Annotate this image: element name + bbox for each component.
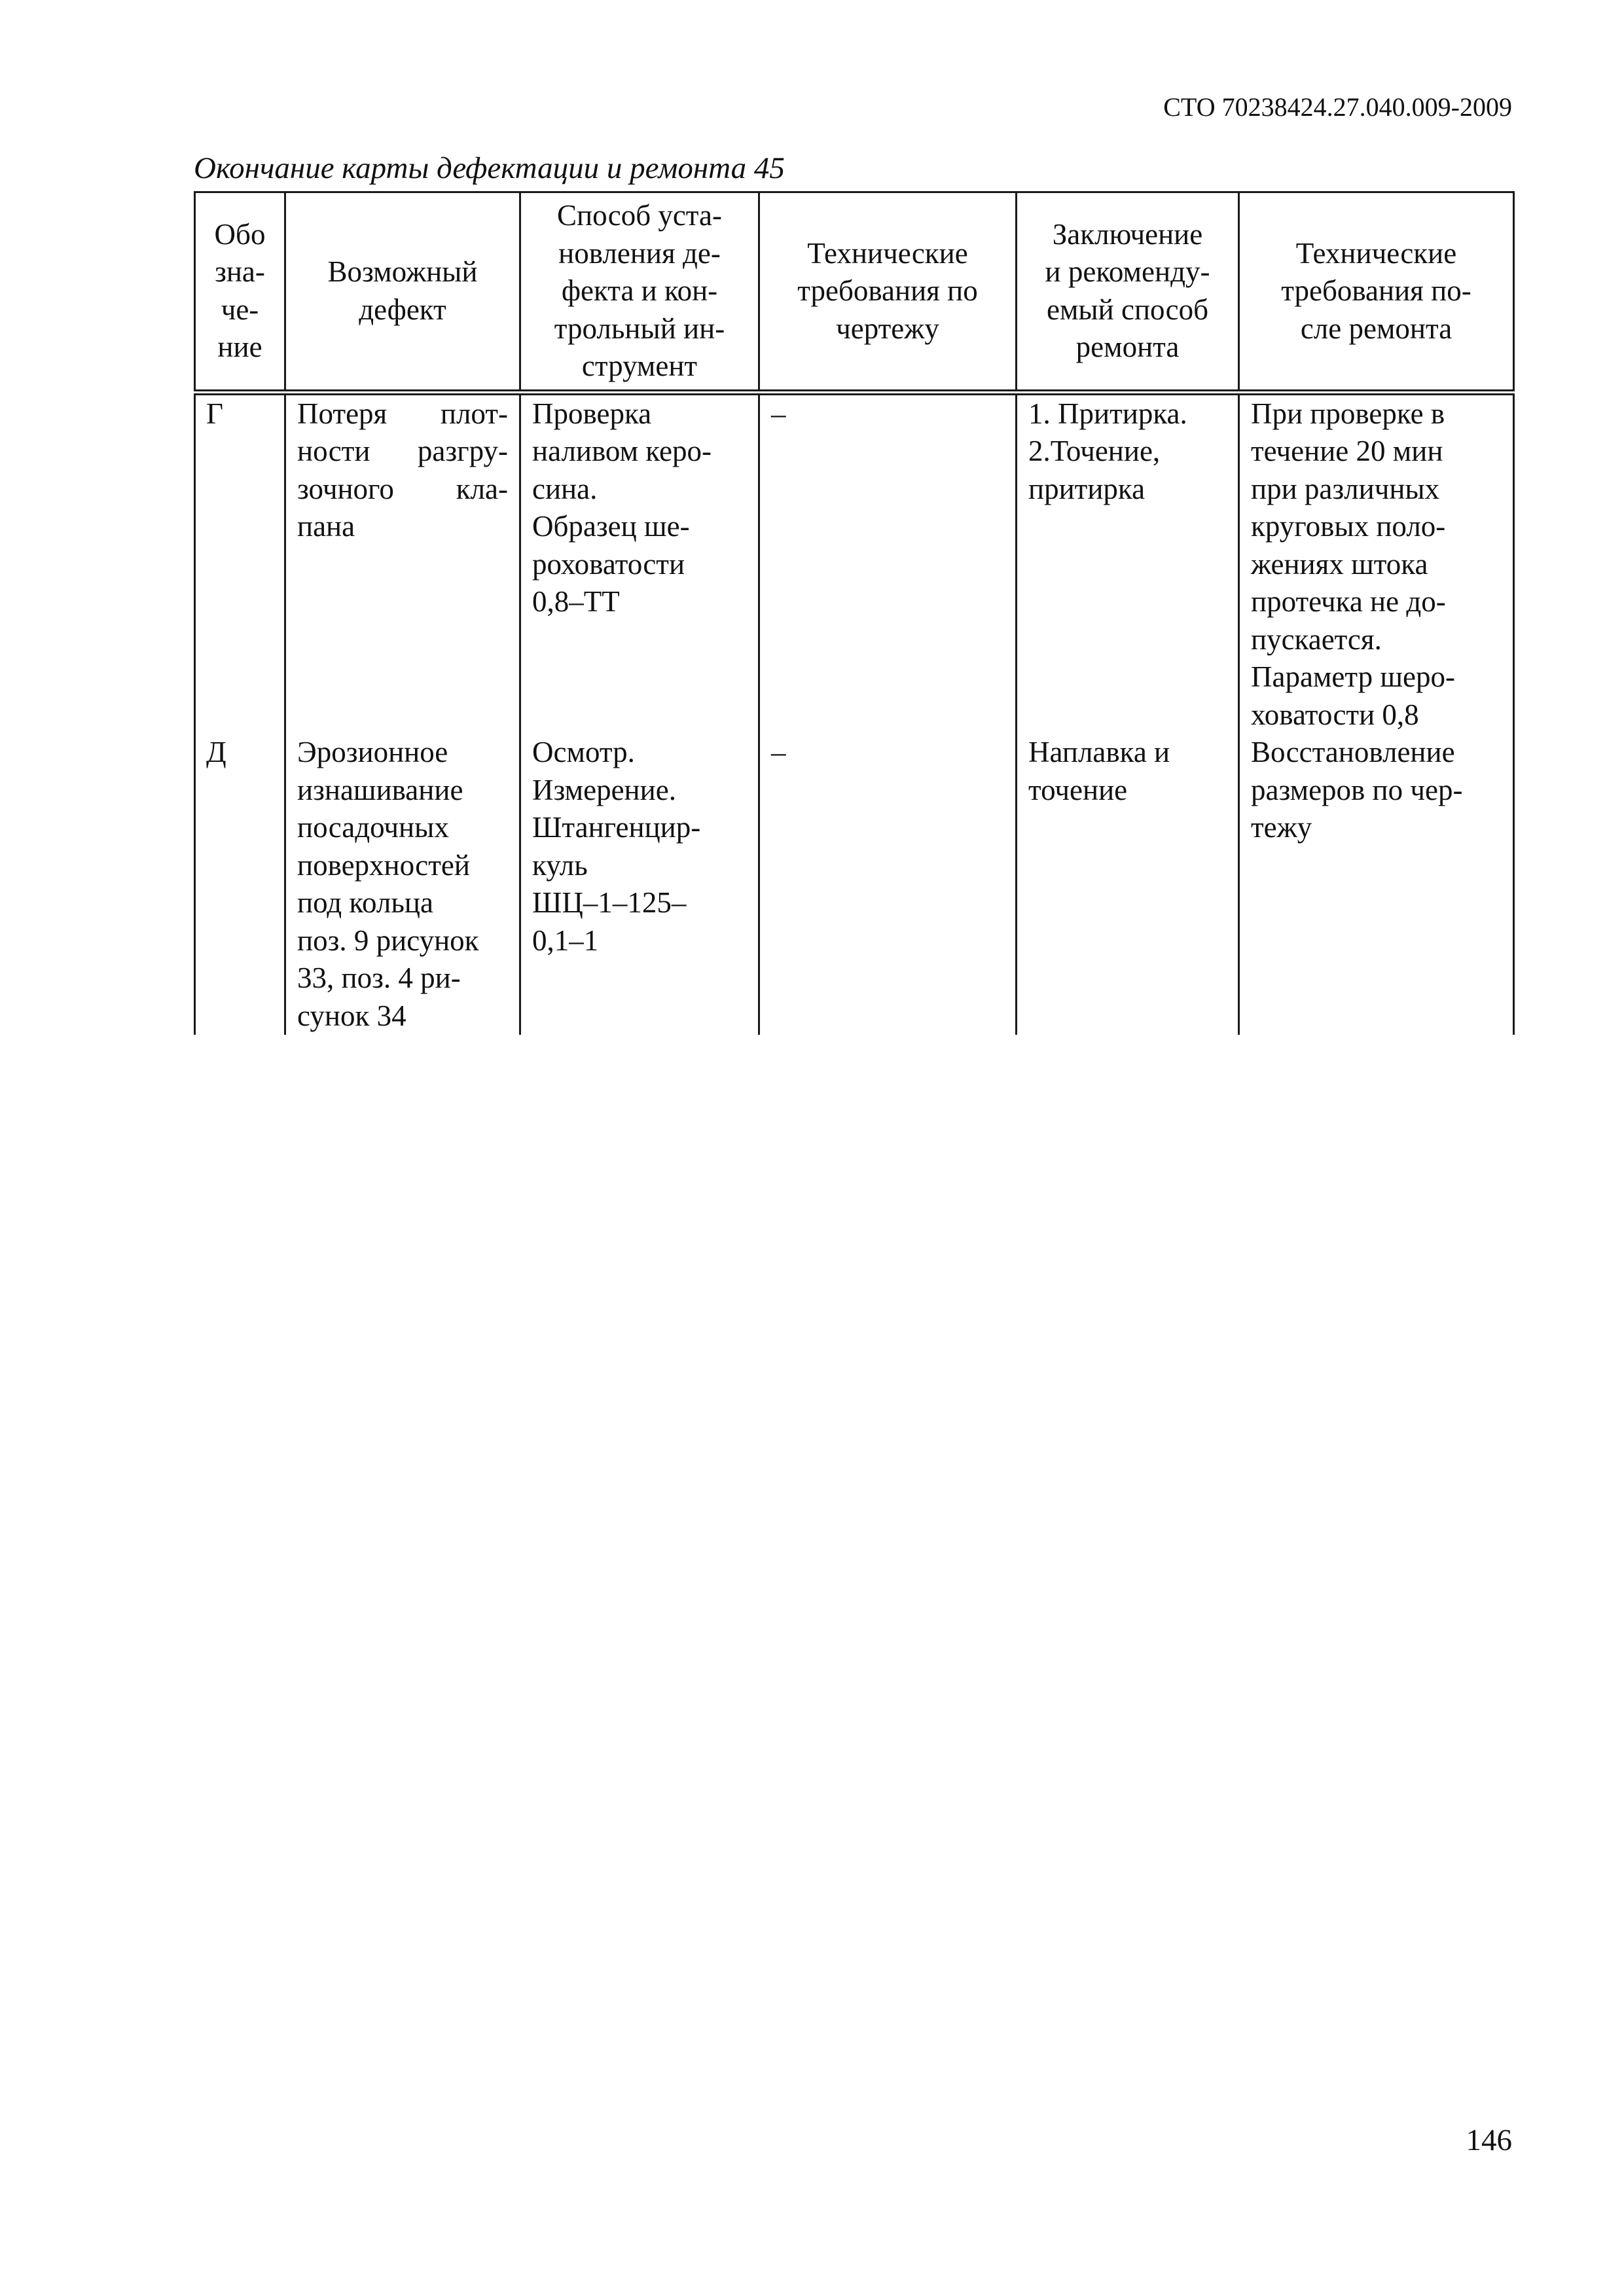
header-line: ремонта — [1075, 331, 1180, 364]
cell-line: ховатости 0,8 — [1251, 698, 1419, 731]
cell-line: Д — [206, 736, 226, 768]
header-line: Заключение — [1052, 217, 1203, 251]
cell-drawing-requirements — [759, 734, 1017, 1035]
cell-line: куль — [532, 848, 588, 882]
cell-line: жениях штока — [1251, 547, 1428, 581]
header-line: и рекоменду- — [1045, 255, 1210, 289]
cell-line: Измерение. — [532, 773, 676, 806]
header-line: струмент — [581, 350, 698, 382]
cell-word: плот- — [440, 397, 508, 430]
header-line: чертежу — [836, 312, 939, 345]
cell-line: При проверке в — [1251, 397, 1445, 430]
cell-method — [520, 392, 759, 734]
cell-line: протечка не до- — [1251, 585, 1446, 618]
document-code: СТО 70238424.27.040.009-2009 — [1163, 92, 1512, 122]
cell-line: посадочных — [297, 811, 449, 844]
header-line: трольный ин- — [554, 312, 725, 345]
cell-line: ШЦ–1–125– — [532, 886, 687, 919]
cell-word: кла- — [456, 472, 508, 505]
cell-line: – — [771, 397, 786, 430]
header-line: Способ уста- — [557, 199, 722, 232]
cell-line: Параметр шеро- — [1251, 660, 1455, 693]
cell-line: притирка — [1028, 472, 1146, 505]
cell-line: сунок 34 — [297, 999, 406, 1032]
cell-conclusion — [1017, 392, 1239, 734]
page-number: 146 — [1466, 2123, 1512, 2157]
cell-designation — [195, 734, 285, 1035]
header-line: зна- — [215, 255, 265, 289]
cell-drawing-requirements — [759, 392, 1017, 734]
cell-line: при различных — [1251, 472, 1440, 505]
header-after-repair-requirements — [1239, 192, 1514, 393]
cell-line: Эрозионное — [297, 736, 448, 768]
cell-line: 2.Точение, — [1028, 435, 1161, 467]
cell-line: течение 20 мин — [1251, 435, 1443, 467]
header-line: требования по- — [1281, 274, 1471, 307]
cell-line: Проверка — [532, 397, 652, 430]
cell-word: Потеря — [297, 397, 388, 430]
cell-after-repair — [1239, 734, 1514, 1035]
cell-line: сина. — [532, 472, 598, 505]
cell-line: – — [771, 736, 786, 768]
cell-method — [520, 734, 759, 1035]
cell-line: наливом керо- — [532, 435, 712, 467]
header-possible-defect — [285, 192, 520, 393]
header-line: Технические — [1295, 236, 1457, 270]
header-line: Технические — [807, 236, 968, 270]
cell-line: Образец ше- — [532, 510, 690, 543]
header-line: Возможный — [327, 255, 478, 289]
cell-designation — [195, 392, 285, 734]
cell-after-repair — [1239, 392, 1514, 734]
table-row — [195, 392, 1514, 734]
header-line: емый способ — [1046, 293, 1209, 326]
cell-line: Восстановление — [1251, 736, 1455, 768]
header-line: новления де- — [558, 236, 721, 270]
cell-line: точение — [1028, 773, 1128, 806]
header-drawing-requirements — [759, 192, 1017, 393]
table-header-row — [195, 192, 1514, 393]
header-line: ние — [217, 331, 262, 364]
header-line: фекта и кон- — [561, 274, 718, 307]
table-caption: Окончание карты дефектации и ремонта 45 — [194, 151, 785, 185]
cell-line: пускается. — [1251, 622, 1382, 656]
cell-word: разгру- — [417, 435, 508, 467]
cell-line — [297, 395, 508, 433]
cell-line: Осмотр. — [532, 736, 635, 768]
cell-line: поз. 9 рисунок — [297, 924, 479, 957]
cell-line: 33, поз. 4 ри- — [297, 961, 461, 994]
header-line: Обо — [214, 217, 266, 251]
header-line: требования по — [797, 274, 978, 307]
cell-line: размеров по чер- — [1251, 773, 1463, 806]
cell-line: пана — [297, 510, 355, 543]
cell-line: 0,8–ТТ — [532, 585, 620, 618]
cell-conclusion — [1017, 734, 1239, 1035]
cell-line — [297, 433, 508, 471]
cell-line: Г — [206, 397, 224, 430]
cell-line: круговых поло- — [1251, 510, 1446, 543]
header-conclusion — [1017, 192, 1239, 393]
header-line: сле ремонта — [1300, 312, 1453, 345]
cell-line: тежу — [1251, 811, 1312, 844]
cell-defect — [285, 734, 520, 1035]
cell-line: изнашивание — [297, 773, 463, 806]
cell-line: под кольца — [297, 886, 433, 919]
cell-word: ности — [297, 435, 370, 467]
cell-line: 1. Притирка. — [1028, 397, 1187, 430]
table-row — [195, 734, 1514, 1035]
header-detection-method — [520, 192, 759, 393]
cell-line — [297, 471, 508, 509]
cell-line: роховатости — [532, 547, 685, 581]
cell-line: 0,1–1 — [532, 924, 599, 957]
header-designation — [195, 192, 285, 393]
defect-repair-table — [194, 191, 1515, 1035]
header-line: че- — [221, 293, 259, 326]
cell-defect — [285, 392, 520, 734]
cell-line: Наплавка и — [1028, 736, 1170, 768]
cell-word: зочного — [297, 472, 394, 505]
header-line: дефект — [359, 293, 446, 326]
cell-line: Штангенцир- — [532, 811, 701, 844]
cell-line: поверхностей — [297, 848, 470, 882]
